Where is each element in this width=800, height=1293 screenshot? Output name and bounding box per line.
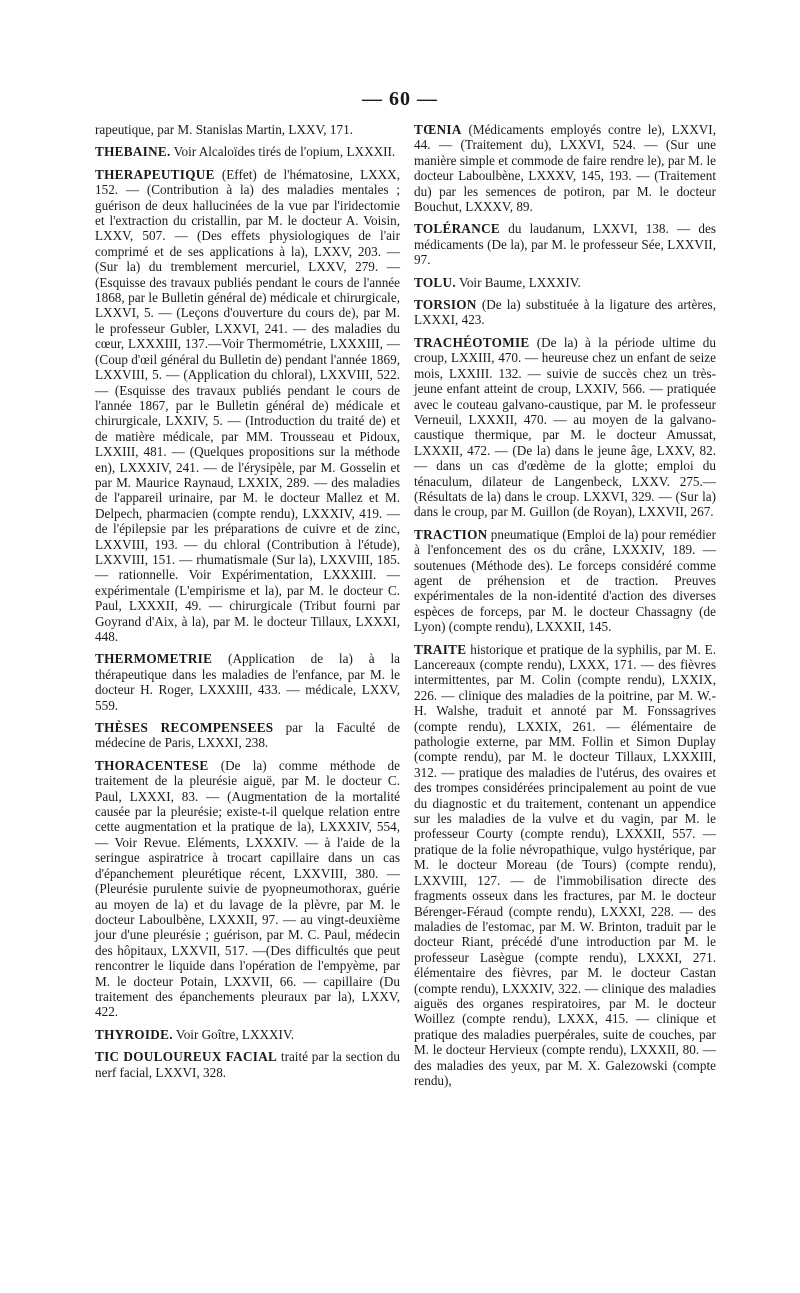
- entry-heading: TRACHÉOTOMIE: [414, 334, 530, 350]
- right-column: [414, 122, 716, 1095]
- entry-text: (Médicaments employés contre le), LXXVI, 44. — (Traitement du), LXXVI, 524. — (Sur une manière simple et commode de faire rendre le), par M. le docteur Laboulbène, LXXXV, 145, 193. — (Traitement du) par les semences de potiron, par M. le docteur Bouchut, LXXXV, 89.: [414, 122, 716, 215]
- index-entry: [95, 167, 400, 645]
- index-entry: [414, 275, 716, 290]
- index-entry: [414, 642, 716, 1089]
- entry-heading: TRACTION: [414, 526, 488, 542]
- entry-text: (De la) à la période ultime du croup, LXXIII, 470. — heureuse chez un enfant de seize mois, LXXIII. 132. — suivie de succès chez un très-jeune enfant atteint de croup, LXXIV, 566. — pratiquée avec le couteau galvano-caustique, par M. le professeur Verneuil, LXXXII, 470. — au moyen de la galvano-caustique thermique, par M. le docteur Amussat, LXXXII, 472. — (De la) dans le jeune âge, LXXV, 82. — dans un cas d'œdème de la glotte; emploi du ténaculum, dilateur de Langenbeck, LXXV. 275.— (Résultats de la) dans le croup. LXXVI, 329. — (Sur la) dans le croup, par M. Guillon (de Royan), LXXVII, 267.: [414, 334, 716, 520]
- index-entry: [95, 720, 400, 751]
- entry-text: (Effet) de l'hématosine, LXXX, 152. — (Contribution à la) des maladies mentales ; guérison de deux hallucinées de la vue par l'iridectomie et l'extraction du cristallin, par M. le docteur A. Voisin, LXXV, 507. — (Des effets physiologiques de l'air comprimé et de ses applications à la), LXXV, 203. — (Sur la) du tremblement mercuriel, LXXV, 279. — (Esquisse des travaux publiés pendant le cours de l'année 1868, par le Bulletin général de) médicale et chirurgicale, LXXVI, 5. — (Leçons d'ouverture du cours de), par M. le professeur Gubler, LXXVI, 241. — des maladies du cœur, LXXXIII, 137.—Voir Thermométrie, LXXXIII, —(Coup d'œil général du Bulletin de) pendant l'année 1869, LXXVIII, 5. — (Application du chloral), LXXVIII, 522. — (Esquisse des travaux publiés pendant le cours de l'année 1867, par le Bulletin général de) médicale et chirurgicale, LXXIV, 5. — (Introduction du traité de) et de matière médicale, par MM. Trousseau et Pidoux, LXXIII, 481. — (Quelques propositions sur la méthode en), LXXXIV, 241. — de l'érysipèle, par M. Gosselin et par M. Maurice Raynaud, LXXIX, 289. — des maladies de l'appareil urinaire, par M. le docteur Mallez et M. Delpech, pharmacien (compte rendu), LXXXIV, 419. — de l'épilepsie par les préparations de cuivre et de zinc, LXXVIII, 193. — du chloral (Contribution à l'étude), LXXVIII, 151. — rhumatismale (Sur la), LXXVIII, 185. — rationnelle. Voir Expérimentation, LXXXIII. — expérimentale (L'empirisme et la), par M. le docteur C. Paul, LXXXII, 49. — chirurgicale (Tribut fourni par Goyrand d'Aix, à la), par M. le docteur Tillaux, LXXXI, 448.: [95, 166, 400, 644]
- entry-heading: TORSION: [414, 297, 477, 313]
- page-number: — 60 —: [362, 88, 438, 110]
- entry-heading: TŒNIA: [414, 122, 462, 137]
- index-entry: [414, 527, 716, 635]
- index-entry: [95, 758, 400, 1020]
- index-entry: [414, 122, 716, 214]
- entry-text: Voir Goître, LXXXIV.: [172, 1026, 295, 1042]
- entry-text: (De la) substituée à la ligature des artères, LXXXI, 423.: [414, 297, 716, 328]
- entry-heading: THEBAINE.: [95, 144, 171, 160]
- entry-text: rapeutique, par M. Stanislas Martin, LXXV, 171.: [95, 122, 353, 137]
- entry-heading: THÈSES RECOMPENSEES: [95, 720, 274, 736]
- entry-text: par la Faculté de médecine de Paris, LXXXI, 238.: [95, 720, 400, 751]
- left-column: [95, 122, 400, 1087]
- index-entry: [95, 122, 400, 137]
- entry-text: historique et pratique de la syphilis, par M. E. Lancereaux (compte rendu), LXXX, 171. — des fièvres intermittentes, par M. Colin (compte rendu), LXXIX, 226. — clinique des maladies de la poitrine, par M. W.-H. Walshe, traduit et annoté par M. Fonssagrives (compte rendu), LXXIX, 261. — élémentaire de pathologie externe, par MM. Follin et Simon Duplay (compte rendu), par M. le docteur Tillaux, LXXXIII, 312. — pratique des maladies de l'utérus, des ovaires et des trompes considérées principalement au point de vue du diagnostic et du traitement, contenant un appendice sur les maladies de la vulve et du vagin, par M. le professeur Courty (compte rendu), LXXXII, 557. — pratique de la folie névropathique, vulgo hystérique, par M. le docteur Moreau (de Tours) (compte rendu), LXXVIII, 127. — de l'immobilisation directe des fragments osseux dans les fractures, par M. le docteur Bérenger-Féraud (compte rendu), LXXXI, 228. — des maladies de l'estomac, par M. W. Brinton, traduit par le docteur Riant, précédé d'une introduction par M. le professeur Lasègue (compte rendu), LXXXI, 271. élémentaire des fièvres, par M. le docteur Castan (compte rendu), LXXXIV, 322. — clinique des maladies aiguës des organes respiratoires, par M. le docteur Woillez (compte rendu), LXXX, 415. — clinique et pratique des maladies puerpérales, suite de couches, par M. le docteur Hervieux (compte rendu), LXXXII, 80. — des maladies des yeux, par M. X. Galezowski (compte rendu),: [414, 641, 716, 1088]
- index-entry: [95, 651, 400, 713]
- entry-heading: TOLÉRANCE: [414, 221, 500, 237]
- entry-text: Voir Alcaloïdes tirés de l'opium, LXXXII.: [170, 144, 396, 160]
- index-entry: [95, 1027, 400, 1042]
- index-entry: [95, 1049, 400, 1080]
- index-entry: [414, 221, 716, 267]
- entry-text: Voir Baume, LXXXIV.: [455, 274, 581, 290]
- index-entry: [414, 297, 716, 328]
- entry-text: pneumatique (Emploi de la) pour remédier à l'enfoncement des os du crâne, LXXXIV, 189. — soutenues (Méthode des). Le forceps considéré comme agent de préhension et de traction. Preuves expérimentales de la non-identité d'action des diverses espèces de forceps, par M. le docteur Chassagny (de Lyon) (compte rendu), LXXXII, 145.: [414, 526, 716, 635]
- entry-text: traité par la section du nerf facial, LXXVI, 328.: [95, 1049, 400, 1080]
- entry-heading: THERAPEUTIQUE: [95, 166, 215, 182]
- index-entry: [95, 144, 400, 159]
- entry-heading: TIC DOULOUREUX FACIAL: [95, 1049, 278, 1065]
- entry-heading: TOLU.: [414, 274, 456, 290]
- entry-text: (Application de la) à la thérapeutique dans les maladies de l'enfance, par M. le docteur H. Roger, LXXXIII, 433. — médicale, LXXV, 559.: [95, 651, 400, 713]
- entry-heading: THORACENTESE: [95, 757, 209, 773]
- index-entry: [414, 335, 716, 520]
- entry-text: (De la) comme méthode de traitement de la pleurésie aiguë, par M. le docteur C. Paul, LXXXI, 83. — (Augmentation de la mortalité causée par la pleurésie; existe-t-il quelque relation entre cette augmentation et la pratique de la), LXXXIV, 554, — Voir Revue. Eléments, LXXXIV. — à l'aide de la seringue aspiratrice à trocart capillaire dans un cas d'épanchement pleurétique récent, LXXVIII, 380. — (Pleurésie purulente suivie de pyopneumothorax, guérie au moyen de la) et du lavage de la plèvre, par M. le docteur Laboulbène, LXXXII, 97. — au vingt-deuxième jour d'une pleurésie ; guérison, par M. C. Paul, médecin des hôpitaux, LXXVII, 517. —(Des difficultés que peut rencontrer le liquide dans l'opération de l'empyème, par M. le docteur Potain, LXXVII, 66. — capillaire (Du traitement des épanchements pleuraux par la), LXXV, 422.: [95, 757, 400, 1020]
- entry-heading: THERMOMETRIE: [95, 651, 213, 667]
- entry-heading: TRAITE: [414, 641, 467, 657]
- entry-heading: THYROIDE.: [95, 1026, 173, 1042]
- entry-text: du laudanum, LXXVI, 138. — des médicaments (De la), par M. le professeur Sée, LXXVII, 97.: [414, 221, 716, 268]
